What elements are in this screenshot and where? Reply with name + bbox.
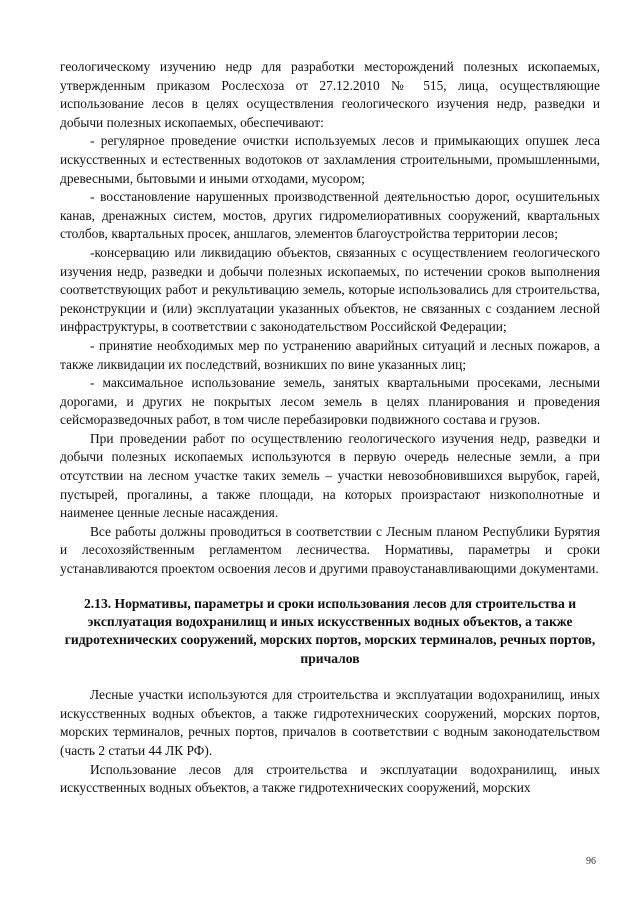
paragraph: Использование лесов для строительства и эксплуатации водохранилищ, иных искусственных водных объектов, а также гидротехнических сооружений, морских [60,761,600,796]
list-item: - принятие необходимых мер по устранению аварийных ситуаций и лесных пожаров, а также ликвидации их последствий, возникших по вине указанных лиц; [60,337,600,372]
list-item: - восстановление нарушенных производственной деятельностью дорог, осушительных канав, дренажных систем, мостов, других гидромелиоративных сооружений, квартальных столбов, квартальных просек, аншлагов, элементов благоустройства территории лесов; [60,189,600,242]
page-number: 96 [586,856,596,867]
paragraphs-top [60,58,600,579]
section-heading: 2.13. Нормативы, параметры и сроки использования лесов для строительства и эксплуатация водохранилищ и иных искусственных водных объектов, а также гидротехнических сооружений, морских портов, морских терминалов, речных портов, причалов [64,595,596,666]
list-item: - максимальное использование земель, занятых квартальными просеками, лесными дорогами, и других не покрытых лесом земель в целях планирования и проведения сейсморазведочных работ, в том числе перебазировки подвижного состава и грузов. [60,375,600,428]
paragraph: Все работы должны проводиться в соответствии с Лесным планом Республики Бурятия и лесохозяйственным регламентом лесничества. Нормативы, параметры и сроки устанавливаются проектом освоения лесов и другими правоустанавливающими документами. [60,523,600,577]
document-page [60,58,600,798]
list-item: -консервацию или ликвидацию объектов, связанных с осуществлением геологического изучения недр, разведки и добычи полезных ископаемых, по истечении сроков выполнения соответствующих работ и рекультивацию земель, которые использовались для строительства, реконструкции и (или) эксплуатации указанных объектов, не связанных с созданием лесной инфраструктуры, в соответствии с законодательством Российской Федерации; [60,244,600,335]
paragraph: геологическому изучению недр для разработки месторождений полезных ископаемых, утвержденным приказом Рослесхоза от 27.12.2010 № 515, лица, осуществляющие использование лесов в целях осуществления геологического изучения недр, разведки и добычи полезных ископаемых, обеспечивают: [60,59,600,130]
paragraph: При проведении работ по осуществлению геологического изучения недр, разведки и добычи полезных ископаемых используются в первую очередь нелесные земли, а при отсутствии на лесном участке таких земель – участки невозобновившихся вырубок, гарей, пустырей, прогалины, а также площади, на которых произрастают низкополнотные и наименее ценные лесные насаждения. [60,430,600,521]
list-item: - регулярное проведение очистки используемых лесов и примыкающих опушек леса искусственных и естественных водотоков от захламления строительными, промышленными, древесными, бытовыми и иными отходами, мусором; [60,133,600,186]
paragraphs-bottom [60,686,600,798]
paragraph: Лесные участки используются для строительства и эксплуатации водохранилищ, иных искусственных водных объектов, а также гидротехнических сооружений, морских портов, морских терминалов, речных портов, причалов в соответствии с водным законодательством (часть 2 статьи 44 ЛК РФ). [60,687,600,759]
